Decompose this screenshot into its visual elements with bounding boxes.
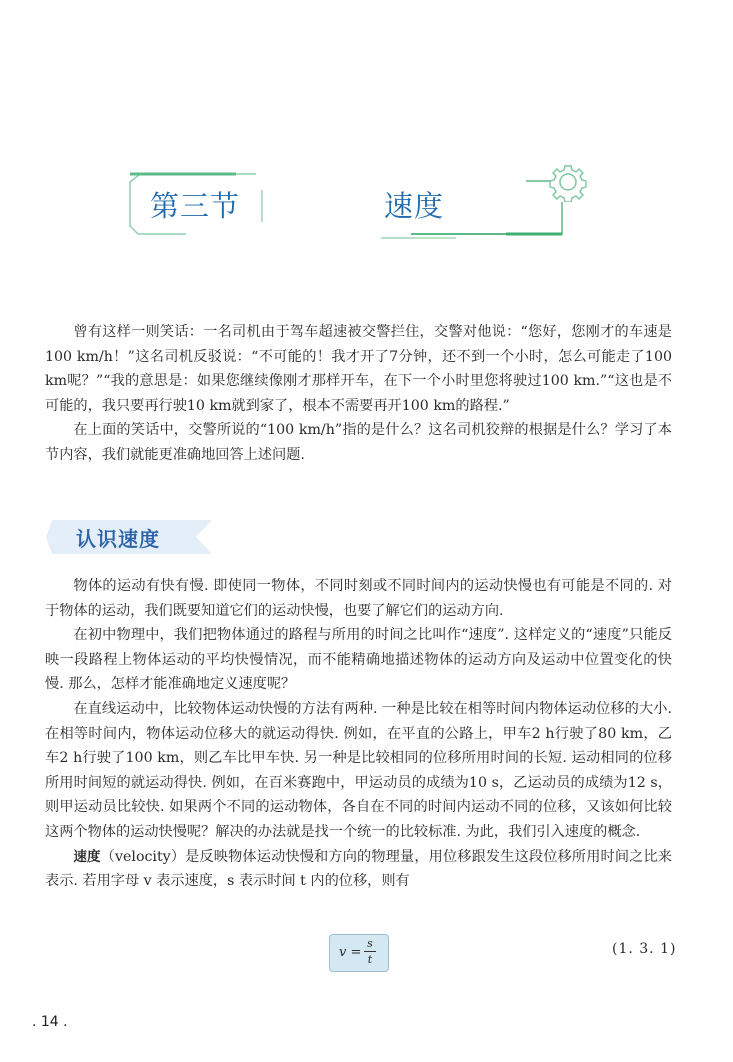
intro-paragraph-question: 在上面的笑话中，交警所说的“100 km/h”指的是什么？这名司机狡辩的根据是什么？学习了本节内容，我们就能更准确地回答上述问题. (45, 422, 672, 463)
equation-number: (1. 3. 1) (612, 941, 677, 957)
formula-box (329, 934, 389, 972)
section-number: 第三节 (150, 189, 241, 223)
page-title: 速度 (384, 189, 445, 223)
paragraph-motion-speed: 物体的运动有快有慢. 即使同一物体，不同时刻或不同时间内的运动快慢也有可能是不同的. 对于物体的运动，我们既要知道它们的运动快慢，也要了解它们的运动方向. (45, 578, 672, 619)
subsection-text (45, 574, 672, 894)
formula-numerator: s (367, 937, 373, 950)
formula-lhs: v = (339, 945, 362, 960)
definition-term: 速度 (73, 848, 101, 865)
formula-denominator: t (367, 953, 373, 966)
definition-text: （velocity）是反映物体运动快慢和方向的物理量，用位移跟发生这段位移所用时间之比来表示. 若用字母 v 表示速度，s 表示时间 t 内的位移，则有 (45, 848, 672, 890)
gear-icon (548, 162, 588, 202)
page-number: . 14 . (32, 1014, 68, 1030)
paragraph-definition (45, 845, 672, 894)
intro-text (45, 320, 672, 468)
formula-fraction (363, 937, 377, 968)
subsection-title: 认识速度 (76, 527, 160, 551)
paragraph-comparison-methods: 在直线运动中，比较物体运动快慢的方法有两种. 一种是比较在相等时间内物体运动位移的大小. 在相等时间内，物体运动位移大的就运动得快. 例如，在平直的公路上，甲车2 h行驶了80 km，乙车2 h行驶了100 km，则乙车比甲车快. 另一种是比较相同的位移所用时间的长短. 运动相同的位移所用时间短的就运动得快. 例如，在百米赛跑中，甲运动员的成绩为10 s，乙运动员的成绩为12 s，则甲运动员比较快. 如果两个不同的运动物体，各自在不同的时间内运动不同的位移，又该如何比较这两个物体的运动快慢呢？解决的办法就是找一个统一的比较标准. 为此，我们引入速度的概念. (45, 700, 672, 840)
intro-paragraph-joke: 曾有这样一则笑话：一名司机由于驾车超速被交警拦住，交警对他说：“您好，您刚才的车速是100 km/h！”这名司机反驳说：“不可能的！我才开了7分钟，还不到一个小时，怎么可能走了100 km呢？”“我的意思是：如果您继续像刚才那样开车，在下一个小时里您将驶过100 km.”“这也是不可能的，我只要再行驶10 km就到家了，根本不需要再开100 km的路程.” (45, 324, 672, 414)
paragraph-junior-physics: 在初中物理中，我们把物体通过的路程与所用的时间之比叫作“速度”. 这样定义的“速度”只能反映一段路程上物体运动的平均快慢情况，而不能精确地描述物体的运动方向及运动中位置变化的快慢. 那么，怎样才能准确地定义速度呢？ (45, 627, 672, 693)
